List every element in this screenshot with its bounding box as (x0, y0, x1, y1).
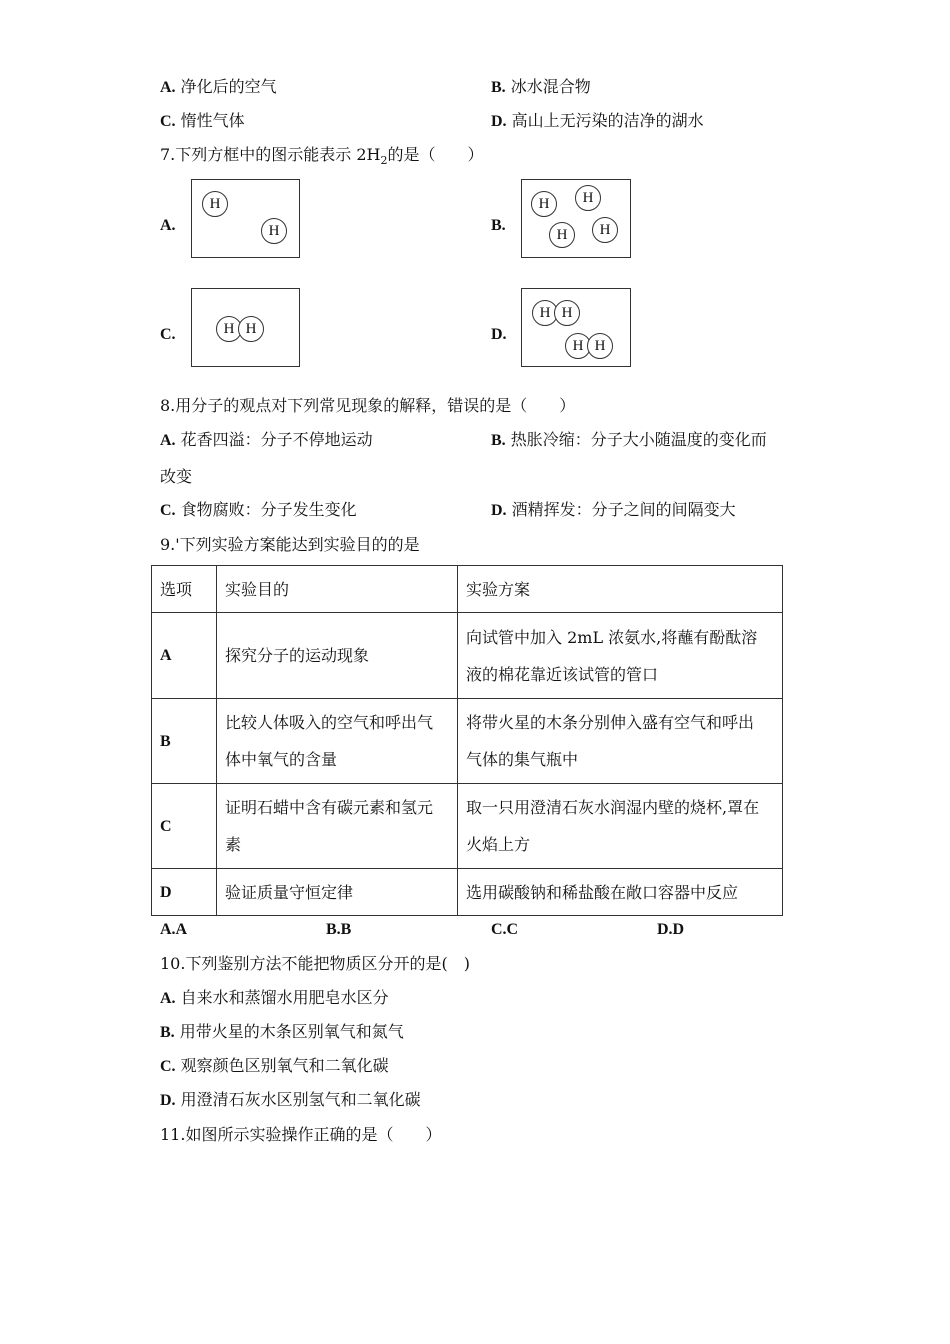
q10-option-c (160, 1056, 389, 1077)
h-atom: H (531, 191, 557, 217)
q8-option-d-label: D. (491, 502, 507, 519)
q6-option-a (160, 77, 277, 98)
h-atom: H (202, 191, 228, 217)
table-row (152, 613, 783, 699)
q7-figure-c (191, 288, 300, 367)
q11-stem: 11.如图所示实验操作正确的是（ ） (160, 1125, 442, 1144)
q10-option-b-text: 用带火星的木条区别氧气和氮气 (179, 1022, 404, 1041)
q6-option-d (491, 111, 704, 132)
q10-option-d (160, 1090, 421, 1111)
q7-option-c-label: C. (160, 326, 176, 343)
q8-option-c (160, 500, 357, 521)
q7-figure-a (191, 179, 300, 258)
h-atom: H (575, 185, 601, 211)
h-atom: H (549, 222, 575, 248)
q8-option-a (160, 430, 373, 451)
q6-option-c (160, 111, 245, 132)
h-atom: H (587, 333, 613, 359)
table-row (152, 869, 783, 916)
row-plan: 取一只用澄清石灰水润湿内壁的烧杯,罩在 火焰上方 (458, 784, 783, 869)
row-option: A (152, 613, 217, 699)
row-goal: 比较人体吸入的空气和呼出气 体中氧气的含量 (217, 699, 458, 784)
header-plan: 实验方案 (458, 566, 783, 613)
header-goal: 实验目的 (217, 566, 458, 613)
q8-option-a-text: 花香四溢：分子不停地运动 (180, 430, 373, 449)
h-atom: H (261, 218, 287, 244)
q6-option-b-text: 冰水混合物 (510, 77, 591, 96)
row-plan: 选用碳酸钠和稀盐酸在敞口容器中反应 (458, 869, 783, 916)
q10-option-a (160, 988, 389, 1009)
h-atom: H (592, 217, 618, 243)
q8-option-c-label: C. (160, 502, 176, 519)
row-goal: 探究分子的运动现象 (217, 613, 458, 699)
q9-experiment-table (151, 565, 783, 916)
q6-option-a-text: 净化后的空气 (180, 77, 277, 96)
h-atom: H (532, 300, 558, 326)
q10-option-b (160, 1022, 404, 1043)
row-option: D (152, 869, 217, 916)
row-goal: 验证质量守恒定律 (217, 869, 458, 916)
q6-option-a-label: A. (160, 79, 176, 96)
q7-figure-d (521, 288, 631, 367)
q6-option-d-label: D. (491, 113, 507, 130)
header-option: 选项 (152, 566, 217, 613)
q10-option-a-label: A. (160, 990, 176, 1007)
h-atom: H (238, 316, 264, 342)
table-row (152, 784, 783, 869)
q7-option-a-label: A. (160, 217, 176, 234)
h-atom: H (554, 300, 580, 326)
table-row (152, 699, 783, 784)
row-option: C (152, 784, 217, 869)
q9-answer-c: C.C (491, 921, 519, 938)
q10-option-c-label: C. (160, 1058, 176, 1075)
q7-stem-subscript: 2 (380, 154, 388, 168)
q9-stem: 9.'下列实验方案能达到实验目的的是 (160, 535, 420, 554)
q10-option-c-text: 观察颜色区别氧气和二氧化碳 (180, 1056, 389, 1075)
q8-option-b (491, 430, 767, 451)
q10-stem: 10.下列鉴别方法不能把物质区分开的是( ) (160, 954, 470, 973)
q8-option-a-label: A. (160, 432, 176, 449)
q6-option-b (491, 77, 591, 98)
q6-option-c-label: C. (160, 113, 176, 130)
row-goal: 证明石蜡中含有碳元素和氢元 素 (217, 784, 458, 869)
q7-option-b-label: B. (491, 217, 506, 234)
q9-answer-b: B.B (326, 921, 352, 938)
q8-option-c-text: 食物腐败：分子发生变化 (180, 500, 357, 519)
q7-stem-prefix: 7.下列方框中的图示能表示 2H (160, 145, 381, 164)
q10-option-a-text: 自来水和蒸馏水用肥皂水区分 (180, 988, 389, 1007)
h-atom: H (216, 316, 242, 342)
q10-option-d-label: D. (160, 1092, 176, 1109)
row-plan: 向试管中加入 2mL 浓氨水,将蘸有酚酞溶 液的棉花靠近该试管的管口 (458, 613, 783, 699)
h-atom: H (565, 333, 591, 359)
q6-option-d-text: 高山上无污染的洁净的湖水 (511, 111, 704, 130)
q8-option-b-label: B. (491, 432, 506, 449)
row-option: B (152, 699, 217, 784)
q10-option-d-text: 用澄清石灰水区别氢气和二氧化碳 (180, 1090, 421, 1109)
q8-option-b-continued: 改变 (160, 467, 193, 486)
row-plan: 将带火星的木条分别伸入盛有空气和呼出 气体的集气瓶中 (458, 699, 783, 784)
q9-answer-d: D.D (657, 921, 685, 938)
q10-option-b-label: B. (160, 1024, 175, 1041)
q7-stem (160, 145, 484, 171)
q6-option-b-label: B. (491, 79, 506, 96)
q8-option-b-text: 热胀冷缩：分子大小随温度的变化而 (510, 430, 767, 449)
q9-answer-a: A.A (160, 921, 188, 938)
q7-figure-b (521, 179, 631, 258)
q8-stem: 8.用分子的观点对下列常见现象的解释，错误的是（ ） (160, 396, 576, 415)
q7-option-d-label: D. (491, 326, 507, 343)
q8-option-d (491, 500, 736, 521)
q8-option-d-text: 酒精挥发：分子之间的间隔变大 (511, 500, 736, 519)
q7-stem-suffix: 的是（ ） (387, 145, 484, 164)
table-header-row (152, 566, 783, 613)
q6-option-c-text: 惰性气体 (180, 111, 245, 130)
